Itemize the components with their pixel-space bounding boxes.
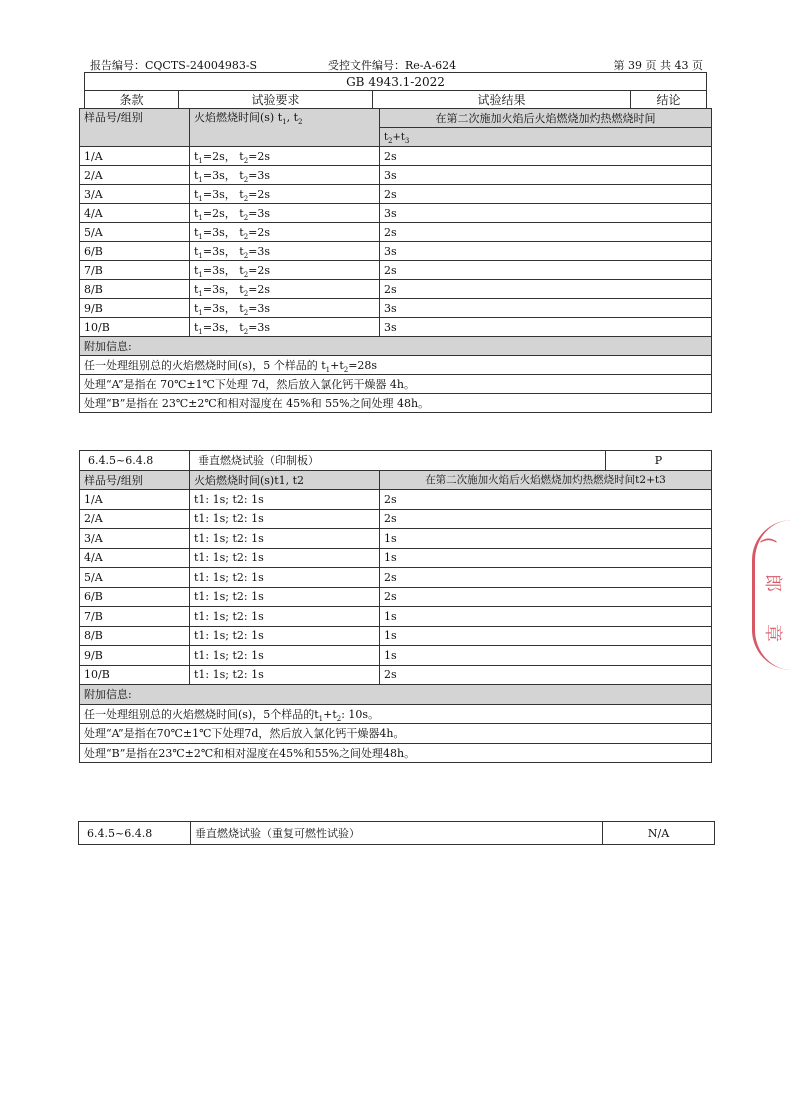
sample-id: 4/A — [80, 548, 190, 568]
after-flame-result: 2s — [380, 665, 712, 685]
after-flame-result: 1s — [380, 607, 712, 627]
standard-title: GB 4943.1-2022 — [85, 73, 707, 91]
sample-id: 7/B — [80, 261, 190, 280]
after-flame-result: 3s — [380, 318, 712, 337]
flame-times: t1: 1s; t2: 1s — [190, 490, 380, 510]
col-result: 试验结果 — [373, 91, 631, 109]
after-flame-result: 2s — [380, 280, 712, 299]
pcb-vertical-burning-table — [79, 450, 712, 763]
after-flame-result: 1s — [380, 548, 712, 568]
after-flame-result: 2s — [380, 223, 712, 242]
flame-times: t1: 1s; t2: 1s — [190, 509, 380, 529]
table-row — [80, 587, 712, 607]
sample-id: 5/A — [80, 568, 190, 588]
sample-id: 5/A — [80, 223, 190, 242]
table-row — [80, 607, 712, 627]
table1-note2: 处理“A”是指在 70℃±1℃下处理 7d，然后放入氯化钙干燥器 4h。 — [80, 375, 712, 394]
after-flame-result: 2s — [380, 185, 712, 204]
flame-times: t1: 1s; t2: 1s — [190, 548, 380, 568]
after-flame-result: 3s — [380, 204, 712, 223]
table-row — [80, 223, 712, 242]
col-clause: 条款 — [85, 91, 179, 109]
flame-times: $t_1=3s$， $t_2=3s$ — [190, 166, 380, 185]
flame-times: t1: 1s; t2: 1s — [190, 529, 380, 549]
after-flame-result: 1s — [380, 646, 712, 666]
table-row — [80, 548, 712, 568]
sample-id: 3/A — [80, 529, 190, 549]
table1-head-time: 火焰燃烧时间(s) $t_1$, $t_2$ — [190, 109, 380, 147]
table2-head-after: 在第二次施加火焰后火焰燃烧加灼热燃烧时间t2+t3 — [380, 470, 712, 490]
after-flame-result: 2s — [380, 261, 712, 280]
table2-head-time: 火焰燃烧时间(s)t1, t2 — [190, 470, 380, 490]
table-row — [80, 185, 712, 204]
table1-extra-label: 附加信息: — [80, 337, 712, 356]
flame-times: $t_1=3s$， $t_2=3s$ — [190, 242, 380, 261]
page-number: 第 39 页 共 43 页 — [613, 59, 703, 72]
flame-times: $t_1=3s$， $t_2=2s$ — [190, 261, 380, 280]
after-flame-result: 2s — [380, 587, 712, 607]
flame-times: t1: 1s; t2: 1s — [190, 626, 380, 646]
table-row — [80, 646, 712, 666]
table-row — [80, 299, 712, 318]
col-requirement: 试验要求 — [179, 91, 373, 109]
flame-times: t1: 1s; t2: 1s — [190, 607, 380, 627]
sample-id: 6/B — [80, 242, 190, 261]
table3-title: 垂直燃烧试验（重复可燃性试验） — [191, 822, 603, 845]
sample-id: 8/B — [80, 626, 190, 646]
flame-times: $t_1=3s$， $t_2=2s$ — [190, 185, 380, 204]
page-header — [90, 56, 705, 73]
flame-times: $t_1=3s$， $t_2=3s$ — [190, 318, 380, 337]
flame-times: $t_1=3s$， $t_2=2s$ — [190, 280, 380, 299]
after-flame-result: 2s — [380, 490, 712, 510]
table2-note2: 处理“A”是指在70℃±1℃下处理7d，然后放入氯化钙干燥器4h。 — [80, 724, 712, 744]
flame-times: t1: 1s; t2: 1s — [190, 587, 380, 607]
sample-id: 1/A — [80, 490, 190, 510]
table1-head-after: 在第二次施加火焰后火焰燃烧加灼热燃烧时间 — [380, 109, 712, 128]
sample-id: 1/A — [80, 147, 190, 166]
after-flame-result: 1s — [380, 626, 712, 646]
table-row — [80, 318, 712, 337]
table2-verdict: P — [606, 451, 712, 471]
red-seal-stamp: ( 郎 章 — [752, 520, 790, 670]
sample-id: 4/A — [80, 204, 190, 223]
after-flame-result: 1s — [380, 529, 712, 549]
table2-note3: 处理“B”是指在23℃±2℃和相对湿度在45%和55%之间处理48h。 — [80, 743, 712, 763]
table3-clause: 6.4.5~6.4.8 — [79, 822, 191, 845]
report-number: 报告编号：CQCTS-24004983-S — [90, 59, 258, 72]
col-verdict: 结论 — [631, 91, 707, 109]
flame-times: $t_1=2s$， $t_2=3s$ — [190, 204, 380, 223]
table-row — [80, 204, 712, 223]
table-row — [80, 261, 712, 280]
after-flame-result: 2s — [380, 568, 712, 588]
sample-id: 3/A — [80, 185, 190, 204]
table-row — [80, 568, 712, 588]
after-flame-result: 2s — [380, 147, 712, 166]
table-row — [80, 166, 712, 185]
flame-times: $t_1=2s$， $t_2=2s$ — [190, 147, 380, 166]
flame-times: $t_1=3s$， $t_2=3s$ — [190, 299, 380, 318]
flame-times: t1: 1s; t2: 1s — [190, 665, 380, 685]
flame-time-table-1 — [79, 108, 712, 413]
table1-note1: 任一处理组别总的火焰燃烧时间(s)，5 个样品的 $t_1+t_2=28s$ — [80, 356, 712, 375]
table-row — [80, 280, 712, 299]
table2-header-row — [80, 470, 712, 490]
sample-id: 7/B — [80, 607, 190, 627]
table2-clause: 6.4.5~6.4.8 — [80, 451, 190, 471]
sample-id: 2/A — [80, 509, 190, 529]
after-flame-result: 2s — [380, 509, 712, 529]
table2-title: 垂直燃烧试验（印制板） — [190, 451, 606, 471]
table1-head-sample: 样品号/组别 — [80, 109, 190, 147]
standard-header-table — [84, 72, 707, 109]
repeated-flammability-table — [78, 821, 715, 845]
table1-note3: 处理“B”是指在 23℃±2℃和相对湿度在 45%和 55%之间处理 48h。 — [80, 394, 712, 413]
sample-id: 10/B — [80, 665, 190, 685]
after-flame-result: 3s — [380, 166, 712, 185]
table1-head-after2: $t_2+t_3$ — [380, 128, 712, 147]
sample-id: 6/B — [80, 587, 190, 607]
table-row — [80, 242, 712, 261]
table-row — [80, 665, 712, 685]
table2-head-sample: 样品号/组别 — [80, 470, 190, 490]
after-flame-result: 3s — [380, 242, 712, 261]
sample-id: 2/A — [80, 166, 190, 185]
table-row — [80, 490, 712, 510]
table2-extra-label: 附加信息: — [80, 685, 712, 705]
table3-verdict: N/A — [603, 822, 715, 845]
flame-times: t1: 1s; t2: 1s — [190, 568, 380, 588]
sample-id: 10/B — [80, 318, 190, 337]
sample-id: 9/B — [80, 646, 190, 666]
table1-header-row — [80, 109, 712, 128]
sample-id: 8/B — [80, 280, 190, 299]
flame-times: t1: 1s; t2: 1s — [190, 646, 380, 666]
table-row — [80, 529, 712, 549]
after-flame-result: 3s — [380, 299, 712, 318]
table-row — [80, 509, 712, 529]
table2-note1: 任一处理组别总的火焰燃烧时间(s)，5个样品的$t_1+t_2$: 10s。 — [80, 704, 712, 724]
sample-id: 9/B — [80, 299, 190, 318]
flame-times: $t_1=3s$， $t_2=2s$ — [190, 223, 380, 242]
table-row — [80, 147, 712, 166]
table-row — [80, 626, 712, 646]
controlled-doc-number: 受控文件编号：Re-A-624 — [328, 59, 457, 72]
